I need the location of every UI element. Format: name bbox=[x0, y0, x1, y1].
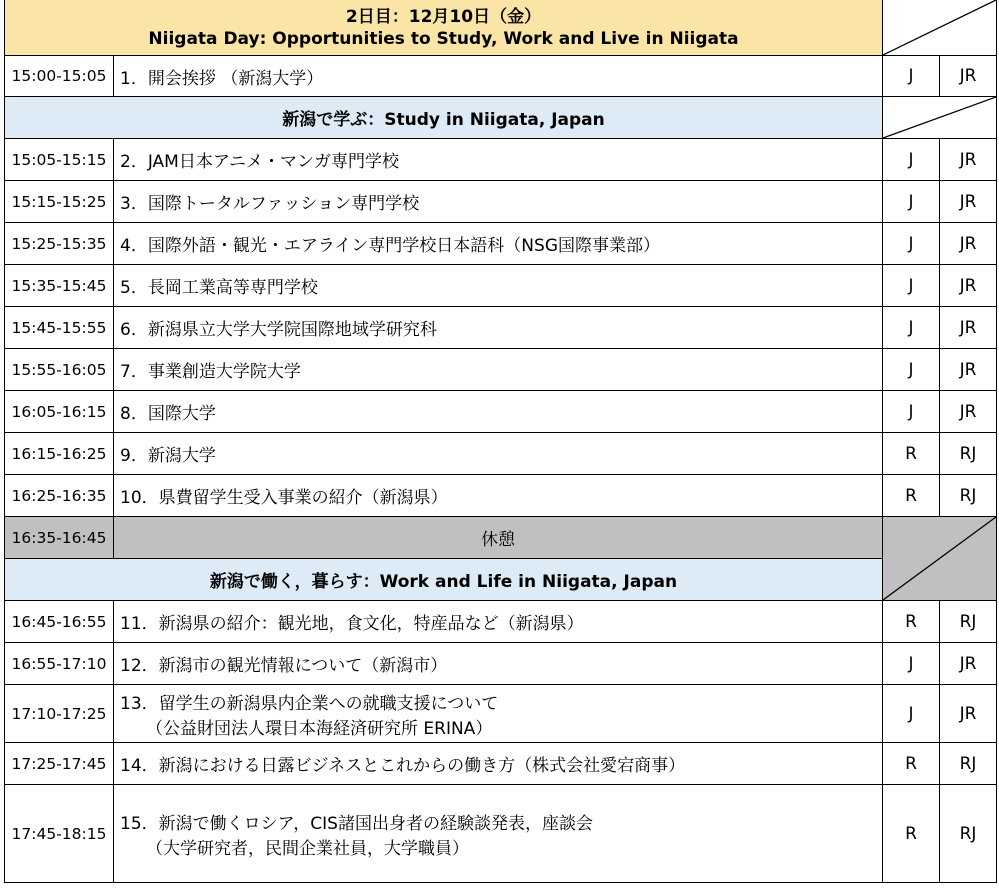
program-line: 14．新潟における日露ビジネスとこれからの働き方（株式会社愛宕商事） bbox=[120, 756, 686, 776]
program-cell: 5．長岡工業高等専門学校 bbox=[114, 265, 883, 307]
time-cell: 16:45-16:55 bbox=[5, 601, 114, 643]
time-cell: 15:05-15:15 bbox=[5, 139, 114, 181]
program-cell: 6．新潟県立大学大学院国際地域学研究科 bbox=[114, 307, 883, 349]
interp-cell: JR bbox=[940, 223, 997, 265]
lang-cell: J bbox=[883, 223, 940, 265]
lang-cell: J bbox=[883, 685, 940, 743]
program-subline: （公益財団法人環日本海経済研究所 ERINA） bbox=[146, 718, 493, 739]
time-cell: 15:15-15:25 bbox=[5, 181, 114, 223]
program-cell: 3．国際トータルファッション専門学校 bbox=[114, 181, 883, 223]
lang-cell: J bbox=[883, 643, 940, 685]
table-row bbox=[5, 433, 997, 475]
table-row bbox=[5, 785, 997, 883]
interp-cell: JR bbox=[940, 349, 997, 391]
interp-cell: JR bbox=[940, 643, 997, 685]
diagonal-cell bbox=[883, 97, 997, 139]
program-line: 13．留学生の新潟県内企業への就職支援について bbox=[120, 693, 499, 714]
lang-cell: J bbox=[883, 181, 940, 223]
interp-cell: RJ bbox=[940, 785, 997, 883]
day-title-theme: Niigata Day: Opportunities to Study, Work and Live in Niigata bbox=[148, 28, 739, 49]
program-cell: 7．事業創造大学院大学 bbox=[114, 349, 883, 391]
program-cell: 2．JAM日本アニメ・マンガ専門学校 bbox=[114, 139, 883, 181]
lang-cell: R bbox=[883, 743, 940, 785]
lang-cell: J bbox=[883, 56, 940, 97]
table-row bbox=[5, 307, 997, 349]
lang-cell: J bbox=[883, 349, 940, 391]
table-row bbox=[5, 391, 997, 433]
break-label: 休憩 bbox=[114, 517, 883, 559]
break-time-cell: 16:35-16:45 bbox=[5, 517, 114, 559]
program-subline: （大学研究者，民間企業社員，大学職員） bbox=[146, 838, 469, 859]
title-row bbox=[5, 0, 997, 56]
time-cell: 17:45-18:15 bbox=[5, 785, 114, 883]
interp-cell: RJ bbox=[940, 601, 997, 643]
section-row bbox=[5, 97, 997, 139]
interp-cell: JR bbox=[940, 265, 997, 307]
program-cell: 8．国際大学 bbox=[114, 391, 883, 433]
time-cell: 15:55-16:05 bbox=[5, 349, 114, 391]
lang-cell: J bbox=[883, 139, 940, 181]
table-row bbox=[5, 139, 997, 181]
table-row bbox=[5, 181, 997, 223]
diagonal-line-icon bbox=[883, 0, 996, 55]
program-line: 11．新潟県の紹介：観光地，食文化，特産品など（新潟県） bbox=[120, 614, 584, 634]
diagonal-cell bbox=[883, 0, 997, 56]
program-cell bbox=[114, 685, 883, 743]
interp-cell: RJ bbox=[940, 433, 997, 475]
time-cell: 15:35-15:45 bbox=[5, 265, 114, 307]
program-line: 12．新潟市の観光情報について（新潟市） bbox=[120, 656, 448, 676]
lang-cell: J bbox=[883, 391, 940, 433]
schedule-table bbox=[4, 0, 997, 883]
program-cell bbox=[114, 601, 883, 643]
section-heading-study: 新潟で学ぶ：Study in Niigata, Japan bbox=[5, 97, 883, 139]
program-cell: 10．県費留学生受入事業の紹介（新潟県） bbox=[114, 475, 883, 517]
table-row bbox=[5, 743, 997, 785]
diagonal-line-icon bbox=[883, 517, 996, 600]
time-cell: 16:15-16:25 bbox=[5, 433, 114, 475]
section-row bbox=[5, 559, 997, 601]
program-cell bbox=[114, 785, 883, 883]
interp-cell: JR bbox=[940, 391, 997, 433]
interp-cell: RJ bbox=[940, 743, 997, 785]
break-row bbox=[5, 517, 997, 559]
interp-cell: JR bbox=[940, 307, 997, 349]
diagonal-cell bbox=[883, 517, 997, 601]
interp-cell: JR bbox=[940, 139, 997, 181]
time-cell: 16:05-16:15 bbox=[5, 391, 114, 433]
time-cell: 15:45-15:55 bbox=[5, 307, 114, 349]
time-cell: 17:10-17:25 bbox=[5, 685, 114, 743]
day-title-date: 2日目：12月10日（金） bbox=[345, 6, 542, 27]
interp-cell: JR bbox=[940, 685, 997, 743]
table-row bbox=[5, 601, 997, 643]
program-cell bbox=[114, 743, 883, 785]
table-row bbox=[5, 643, 997, 685]
program-cell: 9．新潟大学 bbox=[114, 433, 883, 475]
day-title bbox=[5, 0, 883, 56]
diagonal-line-icon bbox=[883, 97, 996, 138]
program-cell: 1．開会挨拶 （新潟大学） bbox=[114, 56, 883, 97]
lang-cell: R bbox=[883, 785, 940, 883]
table-row bbox=[5, 685, 997, 743]
program-cell: 4．国際外語・観光・エアライン専門学校日本語科（NSG国際事業部） bbox=[114, 223, 883, 265]
time-cell: 16:55-17:10 bbox=[5, 643, 114, 685]
table-row bbox=[5, 349, 997, 391]
interp-cell: JR bbox=[940, 56, 997, 97]
table-row bbox=[5, 475, 997, 517]
lang-cell: R bbox=[883, 475, 940, 517]
interp-cell: RJ bbox=[940, 475, 997, 517]
program-line: 15．新潟で働くロシア，CIS諸国出身者の経験談発表，座談会 bbox=[120, 813, 593, 834]
time-cell: 15:25-15:35 bbox=[5, 223, 114, 265]
time-cell: 16:25-16:35 bbox=[5, 475, 114, 517]
section-heading-work: 新潟で働く，暮らす：Work and Life in Niigata, Japan bbox=[5, 559, 883, 601]
lang-cell: R bbox=[883, 433, 940, 475]
time-cell: 17:25-17:45 bbox=[5, 743, 114, 785]
interp-cell: JR bbox=[940, 181, 997, 223]
time-cell: 15:00-15:05 bbox=[5, 56, 114, 97]
program-cell bbox=[114, 643, 883, 685]
table-row bbox=[5, 56, 997, 97]
lang-cell: J bbox=[883, 307, 940, 349]
table-row bbox=[5, 223, 997, 265]
table-row bbox=[5, 265, 997, 307]
lang-cell: J bbox=[883, 265, 940, 307]
lang-cell: R bbox=[883, 601, 940, 643]
